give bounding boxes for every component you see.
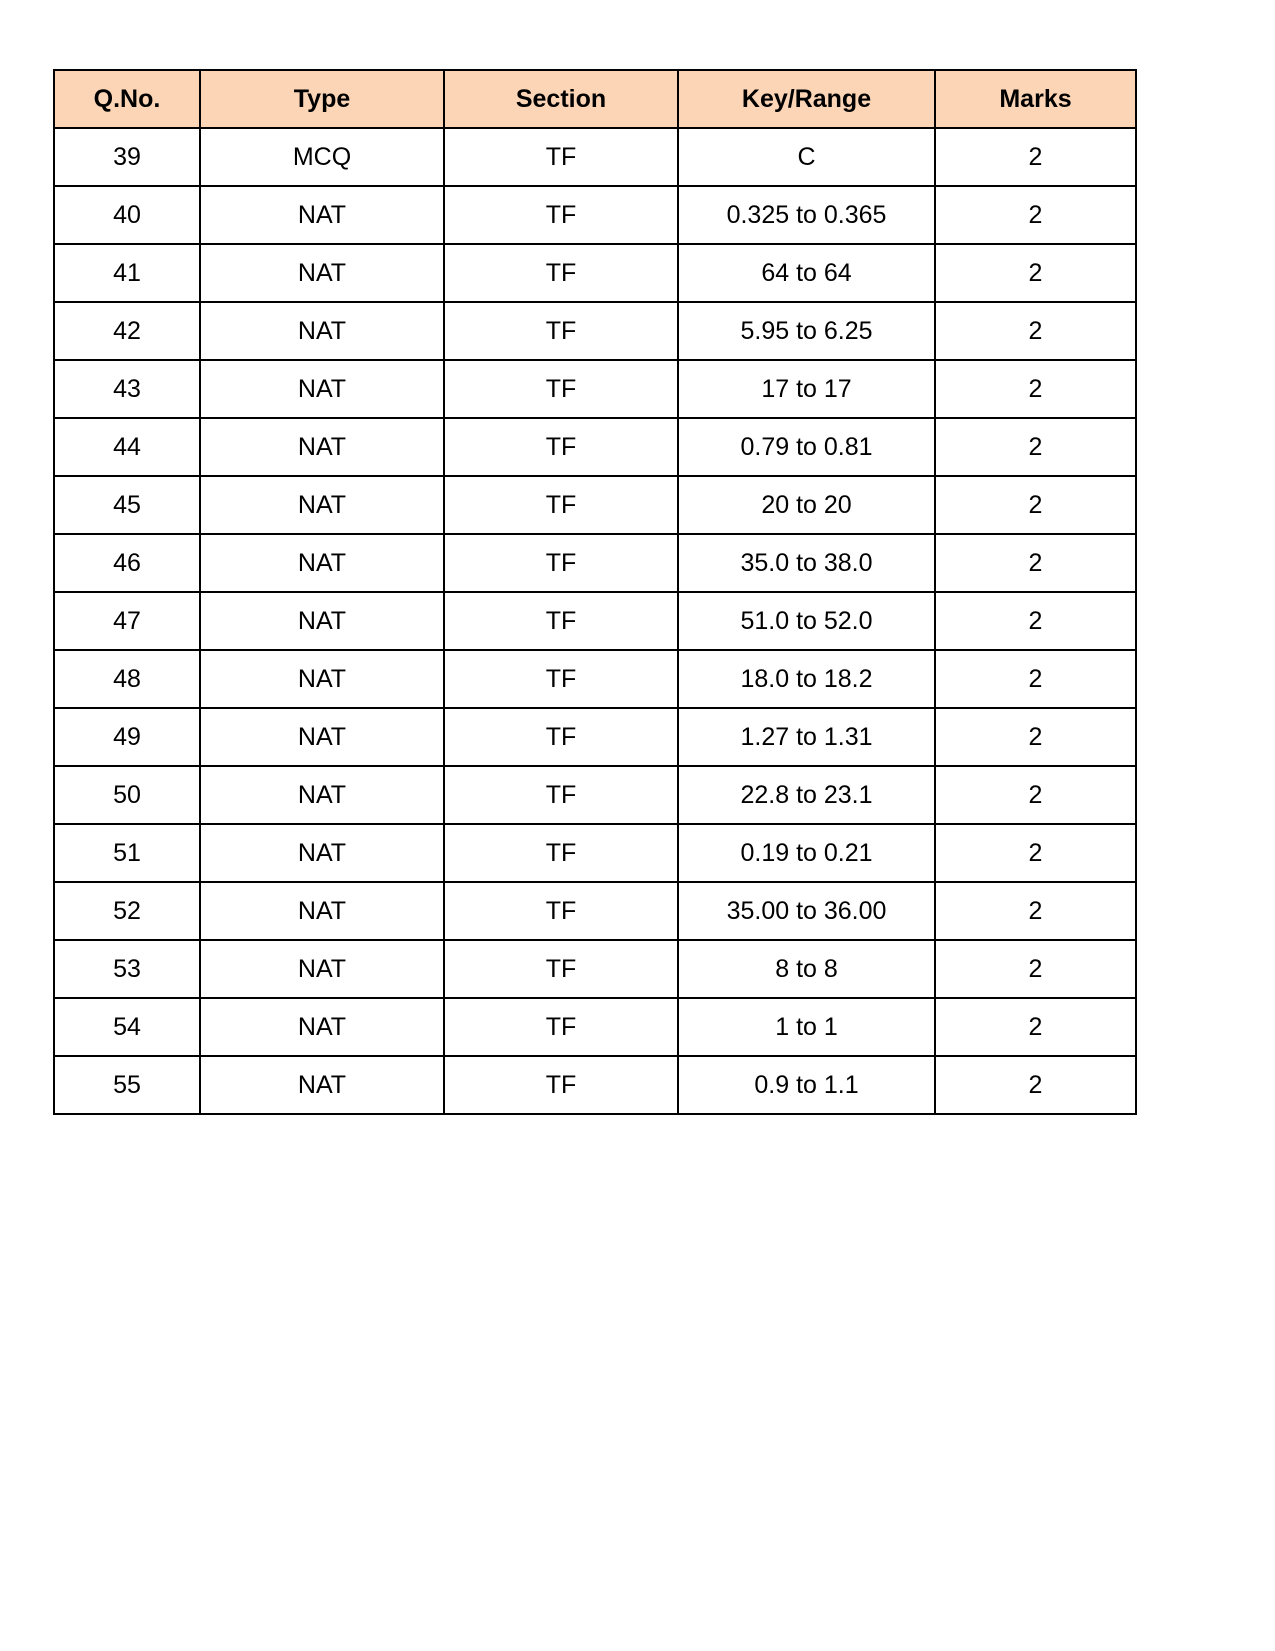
table-row	[54, 940, 1136, 998]
cell-qno: 40	[54, 186, 200, 244]
cell-marks: 2	[935, 1056, 1136, 1114]
cell-key-range: 35.0 to 38.0	[678, 534, 935, 592]
cell-qno: 39	[54, 128, 200, 186]
cell-section: TF	[444, 534, 678, 592]
cell-key-range: 0.19 to 0.21	[678, 824, 935, 882]
table-row	[54, 302, 1136, 360]
cell-type: NAT	[200, 592, 444, 650]
table-row	[54, 360, 1136, 418]
cell-section: TF	[444, 940, 678, 998]
cell-marks: 2	[935, 534, 1136, 592]
cell-type: NAT	[200, 940, 444, 998]
cell-type: NAT	[200, 418, 444, 476]
cell-type: NAT	[200, 998, 444, 1056]
cell-key-range: 35.00 to 36.00	[678, 882, 935, 940]
cell-key-range: 0.79 to 0.81	[678, 418, 935, 476]
cell-marks: 2	[935, 766, 1136, 824]
cell-type: NAT	[200, 766, 444, 824]
table-row	[54, 186, 1136, 244]
cell-section: TF	[444, 650, 678, 708]
table-row	[54, 534, 1136, 592]
cell-qno: 53	[54, 940, 200, 998]
cell-marks: 2	[935, 360, 1136, 418]
cell-type: NAT	[200, 534, 444, 592]
cell-type: NAT	[200, 476, 444, 534]
cell-type: NAT	[200, 650, 444, 708]
cell-section: TF	[444, 766, 678, 824]
cell-type: NAT	[200, 186, 444, 244]
cell-section: TF	[444, 476, 678, 534]
table-body	[54, 128, 1136, 1114]
cell-qno: 45	[54, 476, 200, 534]
cell-marks: 2	[935, 186, 1136, 244]
cell-key-range: 18.0 to 18.2	[678, 650, 935, 708]
cell-type: NAT	[200, 302, 444, 360]
header-key-range: Key/Range	[678, 70, 935, 128]
table-row	[54, 244, 1136, 302]
cell-key-range: 1.27 to 1.31	[678, 708, 935, 766]
cell-key-range: 1 to 1	[678, 998, 935, 1056]
cell-marks: 2	[935, 708, 1136, 766]
cell-marks: 2	[935, 418, 1136, 476]
table-row	[54, 766, 1136, 824]
cell-marks: 2	[935, 824, 1136, 882]
table-row	[54, 708, 1136, 766]
cell-section: TF	[444, 708, 678, 766]
cell-qno: 48	[54, 650, 200, 708]
cell-qno: 49	[54, 708, 200, 766]
header-marks: Marks	[935, 70, 1136, 128]
cell-type: NAT	[200, 882, 444, 940]
cell-marks: 2	[935, 476, 1136, 534]
cell-section: TF	[444, 824, 678, 882]
cell-qno: 42	[54, 302, 200, 360]
cell-qno: 55	[54, 1056, 200, 1114]
cell-marks: 2	[935, 244, 1136, 302]
cell-section: TF	[444, 418, 678, 476]
cell-type: NAT	[200, 244, 444, 302]
cell-marks: 2	[935, 882, 1136, 940]
cell-marks: 2	[935, 650, 1136, 708]
cell-qno: 41	[54, 244, 200, 302]
answer-key-table	[53, 69, 1137, 1115]
table-row	[54, 998, 1136, 1056]
cell-section: TF	[444, 592, 678, 650]
table-row	[54, 128, 1136, 186]
cell-section: TF	[444, 244, 678, 302]
table-row	[54, 592, 1136, 650]
table-row	[54, 1056, 1136, 1114]
cell-marks: 2	[935, 998, 1136, 1056]
cell-qno: 44	[54, 418, 200, 476]
cell-key-range: C	[678, 128, 935, 186]
table-row	[54, 824, 1136, 882]
table-row	[54, 882, 1136, 940]
cell-qno: 51	[54, 824, 200, 882]
cell-type: MCQ	[200, 128, 444, 186]
cell-key-range: 20 to 20	[678, 476, 935, 534]
cell-qno: 52	[54, 882, 200, 940]
cell-key-range: 64 to 64	[678, 244, 935, 302]
cell-key-range: 0.325 to 0.365	[678, 186, 935, 244]
cell-key-range: 17 to 17	[678, 360, 935, 418]
cell-key-range: 22.8 to 23.1	[678, 766, 935, 824]
table-row	[54, 418, 1136, 476]
cell-qno: 47	[54, 592, 200, 650]
table-header	[54, 70, 1136, 128]
cell-section: TF	[444, 1056, 678, 1114]
cell-type: NAT	[200, 1056, 444, 1114]
cell-qno: 50	[54, 766, 200, 824]
cell-key-range: 5.95 to 6.25	[678, 302, 935, 360]
table-row	[54, 650, 1136, 708]
header-section: Section	[444, 70, 678, 128]
cell-qno: 46	[54, 534, 200, 592]
cell-section: TF	[444, 360, 678, 418]
cell-type: NAT	[200, 360, 444, 418]
cell-qno: 43	[54, 360, 200, 418]
cell-marks: 2	[935, 302, 1136, 360]
cell-key-range: 0.9 to 1.1	[678, 1056, 935, 1114]
cell-marks: 2	[935, 592, 1136, 650]
cell-key-range: 8 to 8	[678, 940, 935, 998]
header-qno: Q.No.	[54, 70, 200, 128]
header-row	[54, 70, 1136, 128]
table-row	[54, 476, 1136, 534]
cell-marks: 2	[935, 128, 1136, 186]
cell-marks: 2	[935, 940, 1136, 998]
cell-section: TF	[444, 128, 678, 186]
cell-key-range: 51.0 to 52.0	[678, 592, 935, 650]
cell-section: TF	[444, 998, 678, 1056]
cell-section: TF	[444, 186, 678, 244]
cell-section: TF	[444, 882, 678, 940]
cell-section: TF	[444, 302, 678, 360]
header-type: Type	[200, 70, 444, 128]
cell-type: NAT	[200, 824, 444, 882]
cell-type: NAT	[200, 708, 444, 766]
cell-qno: 54	[54, 998, 200, 1056]
